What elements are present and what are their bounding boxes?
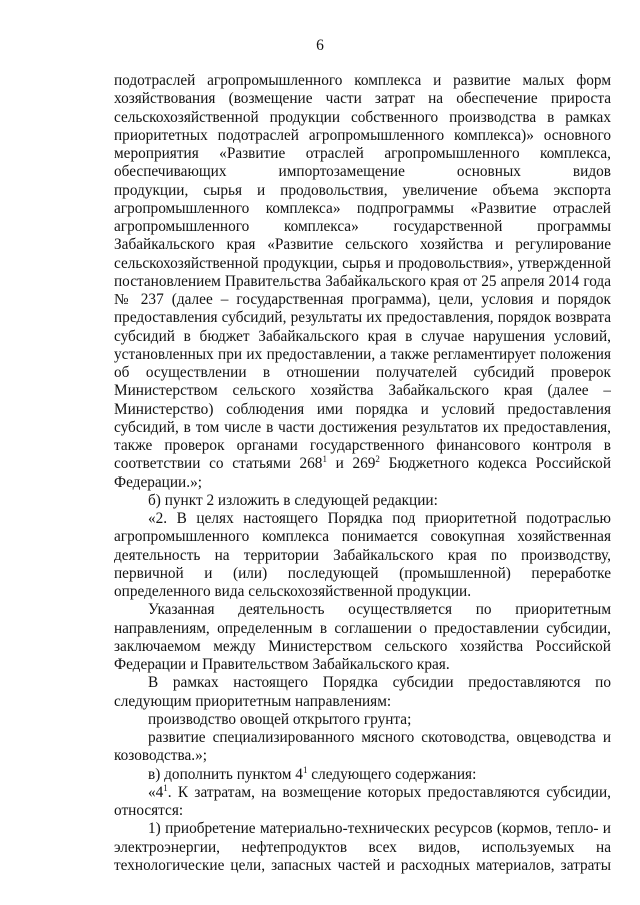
text-line — [114, 273, 611, 291]
text-line — [114, 346, 611, 364]
text-line — [114, 236, 611, 254]
text-line — [114, 328, 611, 346]
text-line — [114, 401, 611, 419]
text-line — [114, 127, 611, 145]
text-line — [114, 145, 611, 163]
text-run: обеспечивающих импортозамещение основных видов — [114, 163, 611, 181]
text-run: постановлением Правительства Забайкальского края от 25 апреля 2014 года — [114, 272, 611, 290]
text-run: подотраслей агропромышленного комплекса и развитие малых форм — [114, 72, 611, 89]
text-run: агропромышленного комплекса понимается совокупная хозяйственная — [114, 528, 611, 546]
text-line — [114, 747, 611, 765]
text-line — [114, 474, 611, 492]
text-line — [114, 802, 611, 820]
text-run: Федерации.»; — [114, 473, 202, 491]
text-line — [114, 109, 611, 127]
text-run: приоритетных подотраслей агропромышленного комплекса)» основного — [114, 126, 611, 144]
text-line — [114, 857, 611, 875]
document-body — [114, 72, 611, 875]
text-run: Указанная деятельность осуществляется по приоритетным — [148, 601, 611, 619]
text-line — [114, 200, 611, 218]
text-line — [114, 419, 611, 437]
text-line — [114, 693, 611, 711]
text-line — [114, 291, 611, 309]
text-run: хозяйствования (возмещение части затрат на обеспечение прироста — [114, 90, 611, 108]
text-line — [114, 839, 611, 857]
text-line — [114, 674, 611, 692]
text-line — [114, 455, 611, 473]
text-line — [114, 492, 611, 510]
text-line — [114, 510, 611, 528]
text-run: субсидий, в том числе в части достижения результатов их предоставления, — [114, 418, 611, 436]
text-line — [114, 382, 611, 400]
text-run: предоставления субсидий, результаты их предоставления, порядок возврата — [114, 309, 611, 327]
text-run: относятся: — [114, 802, 184, 819]
text-run: сельскохозяйственной продукции, сырья и продовольствия», утвержденной — [114, 254, 611, 272]
text-line — [114, 72, 611, 90]
text-run: продукции, сырья и продовольствия, увеличение объема экспорта — [114, 181, 611, 199]
text-run: «2. В целях настоящего Порядка под приоритетной подотраслью — [148, 510, 611, 527]
text-run: сельскохозяйственной продукции собственного производства в рамках — [114, 108, 611, 126]
text-run: в) дополнить пунктом 4 — [148, 765, 303, 783]
text-line — [114, 784, 611, 802]
page-number: 6 — [316, 37, 324, 54]
text-line — [114, 364, 611, 382]
text-run: также проверок органами государственного финансового контроля в — [114, 437, 611, 454]
text-run: б) пункт 2 изложить в следующей редакции: — [148, 491, 438, 509]
text-run: направлениям, определенным в соглашении о предоставлении субсидии, — [114, 619, 611, 637]
text-line — [114, 601, 611, 619]
text-line — [114, 547, 611, 565]
text-run: электроэнергии, нефтепродуктов всех видов, используемых на — [114, 838, 611, 856]
text-run: об осуществлении в отношении получателей субсидий проверок — [114, 364, 611, 381]
text-line — [114, 90, 611, 108]
text-run: установленных при их предоставлении, а также регламентирует положения — [114, 345, 611, 363]
superscript: 1 — [322, 455, 327, 465]
text-line — [114, 163, 611, 181]
text-line — [114, 182, 611, 200]
text-line — [114, 820, 611, 838]
text-run: определенного вида сельскохозяйственной продукции. — [114, 583, 472, 600]
text-run: Министерством сельского хозяйства Забайкальского края (далее – — [114, 382, 611, 400]
text-run: соответствии со статьями 268 — [114, 455, 323, 473]
text-run: технологические цели, запасных частей и расходных материалов, затраты — [114, 856, 611, 874]
text-run: следующего содержания: — [307, 765, 477, 783]
text-run: мероприятия «Развитие отраслей агропромышленного комплекса, — [114, 145, 611, 162]
text-run: . К затратам, на возмещение которых предоставляются субсидии, — [167, 783, 611, 801]
superscript: 2 — [375, 455, 380, 465]
text-line — [114, 638, 611, 656]
text-line — [114, 711, 611, 729]
text-run: В рамках настоящего Порядка субсидии предоставляются по — [148, 674, 611, 692]
text-run: и 269 — [326, 455, 376, 473]
text-line — [114, 309, 611, 327]
text-line — [114, 437, 611, 455]
text-run: агропромышленного комплекса» подпрограммы «Развитие отраслей — [114, 199, 611, 217]
text-line — [114, 729, 611, 747]
text-run: заключаемом между Министерством сельского хозяйства Российской — [114, 637, 611, 655]
text-run: Бюджетного кодекса Российской — [379, 455, 611, 473]
text-run: № 237 (далее – государственная программа), цели, условия и порядок — [114, 291, 611, 308]
text-run: Министерство) соблюдения ими порядка и условий предоставления — [114, 400, 611, 418]
text-run: 1) приобретение материально-технических ресурсов (кормов, тепло- и — [148, 820, 611, 838]
text-line — [114, 620, 611, 638]
text-run: деятельность на территории Забайкальского края по производству, — [114, 546, 611, 564]
text-line — [114, 565, 611, 583]
text-run: козоводства.»; — [114, 747, 208, 765]
text-run: «4 — [148, 783, 164, 801]
text-run: субсидий в бюджет Забайкальского края в случае нарушения условий, — [114, 327, 611, 345]
text-line — [114, 766, 611, 784]
text-run: агропромышленного комплекса» государственной программы — [114, 218, 611, 235]
superscript: 1 — [163, 783, 168, 793]
text-line — [114, 583, 611, 601]
text-line — [114, 255, 611, 273]
text-run: Федерации и Правительством Забайкальского края. — [114, 656, 450, 673]
text-run: производство овощей открытого грунта; — [148, 710, 412, 728]
superscript: 1 — [302, 764, 308, 775]
text-line — [114, 656, 611, 674]
text-run: первичной и (или) последующей (промышленной) переработке — [114, 564, 611, 582]
text-run: развитие специализированного мясного скотоводства, овцеводства и — [148, 729, 611, 746]
text-run: следующим приоритетным направлениям: — [114, 692, 392, 710]
text-line — [114, 218, 611, 236]
text-run: Забайкальского края «Развитие сельского хозяйства и регулирование — [114, 236, 611, 254]
text-line — [114, 528, 611, 546]
